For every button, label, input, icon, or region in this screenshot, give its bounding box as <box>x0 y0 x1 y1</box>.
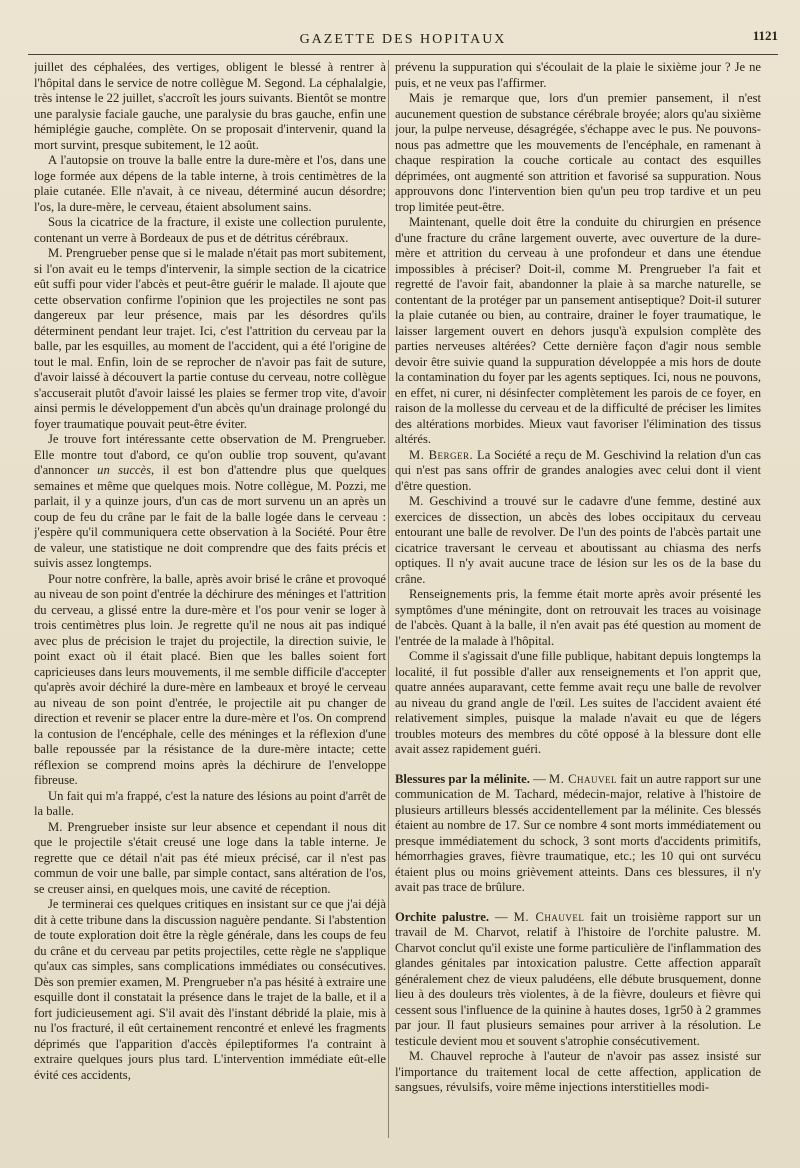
text-run: La Société a reçu de M. Geschivind la relation d'un cas qui n'est pas sans offrir de grandes analogies avec celui dont il vient d'être question. <box>395 447 761 493</box>
journal-title: GAZETTE DES HOPITAUX <box>299 32 507 47</box>
text-run: , il est bon d'attendre plus que quelques semaines et même que quelques mois. Notre collègue, M. Pozzi, me parlait, il y a quinze jours, d'un cas de mort survenu un an après un coup de feu du crâne par le fait de la balle logée dans le cerveau : j'espère qu'il communiquera cette observation à la Société. Pour être de valeur, une statistique ne doit comprendre que des faits précis et suivis assez longtemps. <box>34 463 386 570</box>
section-heading: Orchite palustre. <box>395 909 490 924</box>
paragraph: Comme il s'agissait d'une fille publique, habitant depuis longtemps la localité, il fut possible d'aller aux renseignements et l'on apprit que, quatre années auparavant, cette femme avait reçu une balle de revolver au niveau du grand angle de l'œil. Les suites de l'accident avaient été relativement simples, puisque la malade n'avait eu que de légers troubles moteurs des membres du côté opposé à la blessure dont elle avait assez rapidement guéri. <box>395 649 761 756</box>
paragraph: M. Geschivind a trouvé sur le cadavre d'une femme, destiné aux exercices de dissection, un abcès des lobes occipitaux du cerveau entourant une balle de revolver. De l'un des points de l'abcès partait une cicatrice traversant le cerveau et aboutissant au chiasma des nerfs optiques. Il n'y avait aucune trace de lésion sur les os de la base du crâne. <box>395 494 761 586</box>
paragraph: A l'autopsie on trouve la balle entre la dure-mère et l'os, dans une loge formée aux dépens de la table interne, à trois centimètres de la plaie cutanée. Elle n'avait, à ce niveau, déterminé aucun désordre; l'os, la dure-mère, le cerveau, étaient absolument sains. <box>34 153 386 214</box>
page-number: 1121 <box>752 28 778 43</box>
paragraph: M. Prengrueber pense que si le malade n'était pas mort subitement, si l'on avait eu le temps d'intervenir, la simple section de la cicatrice eût suffi pour vider l'abcès et peut-être guérir le malade. Il ajoute que cette observation confirme l'opinion que les projectiles ne sont pas dangereux par leur présence, mais par les désordres qu'ils déterminent pendant leur trajet. Ici, c'est l'attrition du cerveau par la balle, par les esquilles, au moment de l'accident, qui a été l'origine de tout le mal. Enfin, loin de se reprocher de n'avoir pas fait de suture, d'avoir laissé à découvert la partie contuse du cerveau, notre collègue s'accuserait plutôt d'avoir laissé les plaies se fermer trop vite, d'avoir ainsi permis le développement d'un abcès qu'un drainage prolongé du foyer traumatique pouvait peut-être éviter. <box>34 246 386 431</box>
emphasis: un succès <box>97 463 152 477</box>
paragraph: Mais je remarque que, lors d'un premier pansement, il n'est aucunement question de substance cérébrale broyée; alors qu'au sixième jour, la pulpe nerveuse, désagrégée, s'échappe avec le pus. Ne pouvons-nous pas admettre que les mouvements de l'encéphale, en ramenant à chaque respiration la couche corticale au contact des esquilles déprimées, ont augmenté son attrition et favorisé sa suppuration. Nous approuvons donc l'intervention bien qu'un peu trop tardive et un peu trop limitée peut-être. <box>395 91 761 214</box>
dash: — <box>529 771 549 786</box>
page-header <box>28 28 778 50</box>
paragraph: prévenu la suppuration qui s'écoulait de la plaie le sixième jour ? Je ne puis, et ne veux pas l'affirmer. <box>395 60 761 90</box>
paragraph: Sous la cicatrice de la fracture, il existe une collection purulente, contenant un verre à Bordeaux de pus et de détritus cérébraux. <box>34 215 386 245</box>
speaker-name: M. Chauvel <box>549 771 617 786</box>
paragraph <box>395 448 761 495</box>
speaker-name: M. Berger. <box>409 447 474 462</box>
paragraph: Je terminerai ces quelques critiques en insistant sur ce que j'ai déjà dit à cette tribune dans la discussion naguère pendante. Si l'abstention de toute exploration doit être la règle générale, dans les coups de feu du crâne et du cerveau par petits projectiles, cette règle ne s'applique qu'aux cas simples, sans complications immédiates ou consécutives. Dès son premier examen, M. Prengrueber n'a pas hésité à extraire une esquille dont il constatait la présence dans le trajet de la balle, et il a fort judicieusement agi. S'il avait dès l'instant débridé la plaie, mis à nu l'os fracturé, il eût certainement rencontré et enlevé les fragments déprimés que l'apparition d'accès épileptiformes l'a contraint à extraire quelques jours plus tard. L'intervention immédiate eût-elle évité ces accidents, <box>34 897 386 1082</box>
text-run: fait un troisième rapport sur un travail de M. Charvot, relatif à l'histoire de l'orchite palustre. M. Charvot conclut qu'il existe une forme particulière de l'inflammation des glandes génitales par intoxication palustre. Cette affection apparaît généralement chez de vieux paludéens, elle débute brusquement, donne lieu à des douleurs très violentes, à de la fièvre, douleurs et fièvre qui cessent sous l'influence de la quinine à hautes doses, 1gr50 à 2 grammes par jour. Il faut plusieurs semaines pour arriver à la résolution. Le testicule devient mou et souvent s'atrophie consécutivement. <box>395 909 761 1048</box>
paragraph: M. Chauvel reproche à l'auteur de n'avoir pas assez insisté sur l'importance du traitement local de cette affection, application de sangsues, révulsifs, voire même injections interstitielles modi- <box>395 1049 761 1094</box>
dash: — <box>489 909 514 924</box>
text-run: fait un autre rapport sur une communication de M. Tachard, médecin-major, relative à l'histoire de plusieurs artilleurs blessés accidentellement par la mélinite. Ces blessés étaient au nombre de 17. Sur ce nombre 4 sont morts immédiatement ou presque immédiatement du schock, 3 sont morts d'accidents primitifs, hémorrhagies graves, fièvre traumatique, etc.; les 10 qui ont survécu étaient plus ou moins grièvement atteints. Dans ces blessures, il n'y avait pas trace de brûlure. <box>395 771 761 894</box>
paragraph: Renseignements pris, la femme était morte après avoir présenté les symptômes d'une méningite, dont on retrouvait les traces au voisinage de l'abcès. Quant à la balle, il n'en avait pas été question au moment de l'entrée de la malade à l'hôpital. <box>395 587 761 648</box>
section-paragraph <box>395 772 761 896</box>
column-divider <box>388 60 389 1138</box>
header-rule <box>28 54 778 55</box>
left-column <box>34 60 386 1140</box>
paragraph <box>34 432 386 572</box>
paragraph: Pour notre confrère, la balle, après avoir brisé le crâne et provoqué au niveau de son point d'entrée la déchirure des méninges et l'attrition du cerveau, a glissé entre la dure-mère et l'os pour venir se loger à trois centimètres plus loin. Je regrette qu'il ne nous ait pas indiqué avec plus de précision le trajet du projectile, la direction suivie, le point exact où il était placé. Bien que les balles soient fort capricieuses dans leurs mouvements, il me semble difficile d'accepter qu'après avoir déchiré la dure-mère en lambeaux et broyé le cerveau au niveau de son point d'entrée, le projectile ait pu changer de direction et revenir se placer entre la dure-mère et l'os. On comprend la contusion de l'encéphale, celle des méninges et la réflexion d'une balle repoussée par la résistance de la dure-mère intacte; cette réflexion se comprend moins après la déchirure de l'enveloppe fibreuse. <box>34 571 386 787</box>
section-heading: Blessures par la mélinite. <box>395 771 530 786</box>
paragraph: Un fait qui m'a frappé, c'est la nature des lésions au point d'arrêt de la balle. <box>34 788 386 818</box>
text-run: Je trouve fort intéressante cette observation de M. Prengrueber. Elle montre tout d'abord, ce qu'on oublie trop souvent, qu'avant d'annoncer <box>34 432 386 477</box>
right-column <box>395 60 761 1140</box>
section-paragraph <box>395 910 761 1050</box>
speaker-name: M. Chauvel <box>513 909 585 924</box>
paragraph: M. Prengrueber insiste sur leur absence et cependant il nous dit que le projectile s'était creusé une loge dans la table interne. Je regrette que ce détail n'ait pas été mieux précisé, car il n'est pas commun de voir une balle, par simple contact, sans altération de l'os, se creuser ainsi, en quelques mois, une cavité de réception. <box>34 819 386 896</box>
paragraph: juillet des céphalées, des vertiges, obligent le blessé à rentrer à l'hôpital dans le service de notre collègue M. Segond. La céphalalgie, très intense le 22 juillet, s'accroît les jours suivants. Bientôt se montre une paralysie faciale gauche, une paralysie du bras gauche, enfin une hémiplégie gauche, complète. On se proposait d'intervenir, quand la mort survint, presque subitement, le 12 août. <box>34 60 386 152</box>
paragraph: Maintenant, quelle doit être la conduite du chirurgien en présence d'une fracture du crâne largement ouverte, avec ouverture de la dure-mère et attrition du cerveau à une profondeur et dans une étendue impossibles à préciser? Doit-il, comme M. Prengrueber l'a fait et regretté de l'avoir fait, abandonner la plaie à sa marche naturelle, se contentant de la protéger par un pansement antiseptique? Doit-il suturer la plaie cutanée ou bien, au contraire, drainer le foyer traumatique, le laisser largement ouvert en dehors jusqu'à expulsion complète des parties nerveuses altérées? Cette dernière façon d'agir nous semble devoir être suivie quand la suppuration développée a mis hors de doute la contamination du foyer par les agents septiques. Ici, nous ne pouvons, en effet, ni curer, ni désinfecter complètement les parois de ce foyer, en raison de la mollesse du cerveau et de la difficulté de préciser les limites des altérations morbides. Mieux vaut favoriser l'élimination des tissus altérés. <box>395 215 761 446</box>
